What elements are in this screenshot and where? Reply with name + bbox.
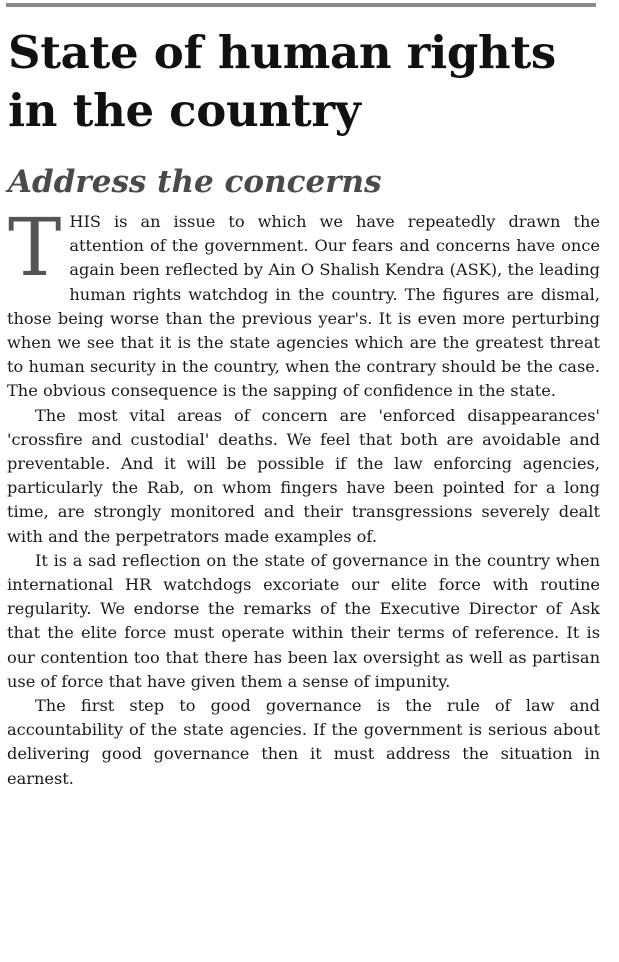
paragraph-3: It is a sad reflection on the state of governance in the country when international HR watchdogs excoriate our elite force with routine regularity. We endorse the remarks of the Executive Director of Ask that the elite force must operate within their terms of reference. It is our contention too that there has been lax oversight as well as partisan use of force that have given them a sense of impunity. bbox=[7, 550, 600, 691]
headline: State of human rights in the country bbox=[8, 26, 556, 137]
subheadline: Address the concerns bbox=[8, 164, 382, 200]
paragraph-4: The first step to good governance is the rule of law and accountability of the state agencies. If the government is serious about delivering good governance then it must address the situation in earnest. bbox=[7, 696, 600, 788]
top-rule bbox=[6, 3, 596, 7]
article-body bbox=[7, 201, 600, 791]
paragraph-1-text: HIS is an issue to which we have repeatedly drawn the attention of the government. Our fears and concerns have once again been reflected by Ain O Shalish Kendra (ASK), the leading human rights watchdog in the country. The figures are dismal, those being worse than the previous year's. It is even more perturbing when we see that it is the state agencies which are the greatest threat to human security in the country, when the contrary should be the case. The obvious consequence is the sapping of confidence in the state. bbox=[7, 212, 600, 401]
drop-cap: T bbox=[8, 201, 62, 294]
paragraph-1 bbox=[7, 201, 600, 404]
paragraph-2: The most vital areas of concern are 'enforced disappearances' 'crossfire and custodial' deaths. We feel that both are avoidable and preventable. And it will be possible if the law enforcing agencies, particularly the Rab, on whom fingers have been pointed for a long time, are strongly monitored and their transgressions severely dealt with and the perpetrators made examples of. bbox=[7, 405, 600, 546]
